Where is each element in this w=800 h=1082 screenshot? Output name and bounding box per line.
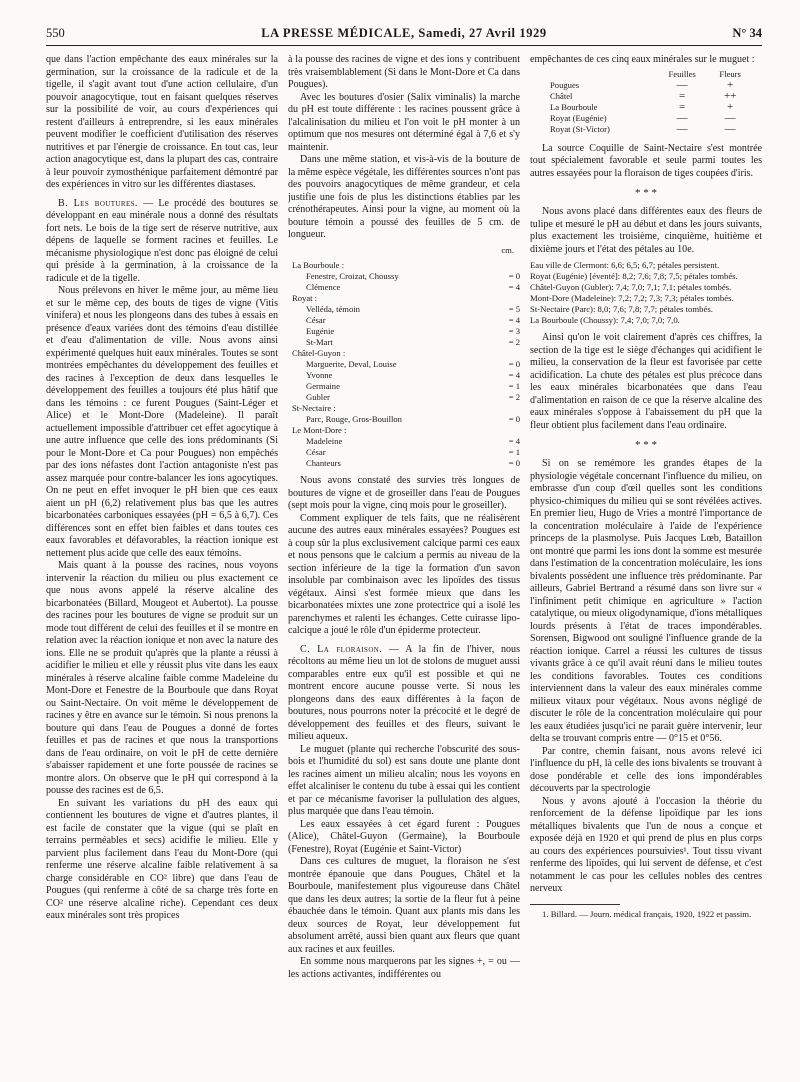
row-label: St-Nectaire :	[292, 403, 336, 413]
paragraph: En suivant les variations du pH des eaux qui contiennent les boutures de vigne et d'autres plantes, il est facile de constater que la vigue (qui se plaît en terrains perméables et secs) acidifie le milieu. Elle y parvient plus facilement dans l'eau du Mont-Dore (qui renferme une réserve alcaline faible relativement à sa charge considérable en CO² libre) que dans l'eau de Pougues (qui renferme à côté de sa charge très forte en CO² une réserve alcaline riche). Cependant ces deux eaux minérales sont très propices	[46, 797, 278, 921]
paragraph: Par contre, chemin faisant, nous avons relevé ici l'influence du pH, là celle des ions bivalents se trouvant à dose pondérable et celle des ions impondérables découverts par la spectrologie	[530, 745, 762, 794]
row-value	[490, 425, 520, 436]
paragraph: Nous avons constaté des survies très longues de boutures de vigne et de groseiller dans l'eau de Pougues (sept mois pour la vigne, cinq mois pour le groseiller).	[288, 475, 520, 511]
table-row	[288, 370, 520, 381]
section-heading: C. La floraison.	[300, 643, 383, 655]
flowering-table	[550, 69, 754, 135]
row-label: Clémence	[306, 282, 341, 292]
row-value: +	[727, 100, 734, 113]
column-2	[288, 54, 520, 1074]
row-label: César	[306, 447, 326, 457]
table-row	[550, 102, 754, 113]
row-label: Pougues	[550, 79, 580, 90]
row-value: ++	[723, 89, 737, 102]
tulip-measurements	[530, 260, 762, 326]
row-label: Yvonne	[306, 370, 333, 380]
paragraph: à la pousse des racines de vigne et des ions y contribuent très vraisemblablement (Si dans le Mont-Dore et Ca dans Pougues).	[288, 54, 520, 90]
paragraph: Mais quant à la pousse des racines, nous voyons intervenir la réaction du milieu ou plus exactement ce que nous avons appelé la réserve alcaline des bicarbonatées (Billard, Mougeot et Aubertot). La pousse des racines pour les boutures de vigne se produit sur un mode tout différent de celui des feuilles et il se montre en relation avec la réaction ionique et non avec la nature des ions. Elle ne se produit qu'après que la plante a réussi à acidifier le milieu et elle y réussit plus vite dans les eaux minérales à réserve alcaline faible comme Madeleine du Mont-Dore et Fenestre de la Bourboule que dans Royat ou Saint-Nectaire. On voit même le développement de racines y être en avance sur le témoin. Si nous prenons la bouture qui dans l'eau de Pougues a donné de fortes feuilles et pas de racines et que nous la transportions dans de l'eau ordinaire, on voit le pH de cette dernière s'abaisser rapidement et une forte poussée de racines se montre alors. On observe que le pH qui correspond à la pousse des racines est de 6,5.	[46, 560, 278, 796]
row-value: =	[679, 89, 686, 102]
list-item: Châtel-Guyon (Gubler): 7,4; 7,0; 7,1; 7,1; pétales tombés.	[530, 282, 732, 292]
list-item: Mont-Dore (Madeleine): 7,2; 7,2; 7,3; 7,3; pétales tombés.	[530, 293, 734, 303]
row-value: = 2	[508, 337, 520, 347]
row-value: = 4	[508, 282, 520, 292]
table-row	[288, 337, 520, 348]
row-label: Le Mont-Dore :	[292, 425, 347, 435]
list-item: Eau ville de Clermont: 6,6; 6,5; 6,7; pétales persistent.	[530, 260, 720, 270]
list-item: St-Nectaire (Parc): 8,0; 7,6; 7,8; 7,7; pétales tombés.	[530, 304, 713, 314]
row-label: Marguerite, Deval, Louise	[306, 359, 397, 369]
row-value: = 0	[508, 414, 520, 424]
journal-page	[46, 26, 762, 1076]
row-value	[490, 403, 520, 414]
row-value: = 4	[508, 370, 520, 380]
table-row	[550, 91, 754, 102]
column-3	[530, 54, 762, 1074]
table-row	[288, 403, 520, 414]
paragraph: empêchantes de ces cinq eaux minérales sur le muguet :	[530, 54, 755, 65]
table-row	[288, 304, 520, 315]
row-label: Fenestre, Croizat, Choussy	[306, 271, 399, 281]
paragraph: Nous y avons ajouté à l'occasion la théorie du renforcement de la défense lipoïdique par les ions métalliques bivalents que l'un de nous a conçue et exposée déjà en 1920 et qui prend de plus en plus corps au cours des expériences poursuivies¹. Tout tissu vivant renferme des lipoïdes, qui lui servent de défense, et c'est notamment le cas pour les cellules nobles des centres nerveux	[530, 795, 762, 894]
paragraph: Le muguet (plante qui recherche l'obscurité des sous-bois et l'humidité du sol) est sans doute une plante dont les racines aiment un milieu alcalin; nous les voyons en effet alcaliniser le contenu du tube à essai qui les contient et par ce mécanisme favoriser la pullulation des algues, plus marquée que dans l'eau témoin.	[288, 743, 520, 817]
row-value: = 1	[508, 447, 520, 457]
footnote-rule	[530, 904, 620, 905]
row-value: = 0	[508, 458, 520, 468]
table-row	[288, 436, 520, 447]
row-value	[490, 260, 520, 271]
paragraph: Comment expliquer de tels faits, que ne réalisèrent aucune des autres eaux minérales essayées? Pougues est à coup sûr la plus exclusivement calcique parmi ces eaux et nous pensons que le calcium a permis au niveau de la section inférieure de la tige la formation d'un savon insoluble par combinaison avec les lipoïdes des tissus végétaux. Ainsi s'est formée mieux que dans les bicarbonatées mixtes une zone protectrice qui a isolé les parenchymes et ralenti les échanges. Cette cuirasse lipo-calcique a joué le rôle d'un épiderme protecteur.	[288, 512, 520, 636]
page-header	[46, 26, 762, 46]
list-item: La Bourboule (Choussy): 7,4; 7,0; 7,0; 7,0.	[530, 315, 680, 325]
table-row	[288, 293, 520, 304]
table-row	[288, 315, 520, 326]
issue-number: N° 34	[732, 26, 762, 40]
row-label: Châtel-Guyon :	[292, 348, 346, 358]
table-row	[550, 113, 754, 124]
row-value: —	[724, 111, 736, 124]
paragraph: Les eaux essayées à cet égard furent : Pougues (Alice), Châtel-Guyon (Germaine), la Bourboule (Fenestre), Royat (Eugénie et Saint-Victor)	[288, 818, 520, 855]
table-row	[288, 381, 520, 392]
row-label: Eugénie	[306, 326, 335, 336]
table-row	[288, 260, 520, 271]
table-row	[288, 326, 520, 337]
row-value: = 5	[508, 304, 520, 314]
table-row	[288, 282, 520, 293]
row-label: Royat :	[292, 293, 318, 303]
column-header: Fleurs	[719, 68, 741, 79]
column-header: Feuilles	[668, 68, 696, 79]
paragraph: Nous prélevons en hiver le même jour, au même lieu et sur le même cep, des bouts de tiges de vigne (Vitis vinifera) et nous les plongeons dans des tubes à essais en présence d'eaux variées dont des témoins d'eau distillée et d'eau d'alimentation de ville. Nous avons ainsi expérimenté quelques huit eaux minérales. Toutes se sont montrées empêchantes du développement des feuilles et des racines à l'exception de deux dans lesquelles le développement des feuilles a toujours été plus hâtif que dans les témoins : ce furent Pougues (Saint-Léger et Alice) et le Mont-Dore (Madeleine). Il paraît actuellement impossible d'attribuer cet effet agocytique à une autre influence que celle des ions prédominants (Si pour le Mont-Dore et Ca pour Pougues) non empêchés par des ions néfastes dont l'action antagoniste n'est pas assez marquée pour contre-balancer les ions agocytiques. On ne peut en effet invoquer le pH bien que ces eaux aient un pH (6,2) relativement plus bas que les autres bicarbonatées carboniques essayées (pH = 6,5 à 6,7). Ces différences sont en effet bien faibles et dans toutes ces eaux favorables et défavorables, la réaction ionique est nettement plus acide que celle des eaux témoins.	[46, 285, 278, 559]
row-value: = 4	[508, 436, 520, 446]
paragraph: Si on se remémore les grandes étapes de la physiologie végétale concernant l'influence du milieu, on embrasse d'un coup d'œil quelles sont les conditions physico-chimiques du milieu qui se sont révélées actives. En premier lieu, Hugo de Vries a montré l'importance de la concentration moléculaire à l'aide de l'expérience princeps de la plasmolyse. Puis Jacques Lœb, Bataillon ont montré que parmi les ions dont la somme est mesurée dans l'estimation de la concentration moléculaire, les ions bivalents possèdent une influence très prédominante. Par ailleurs, Gabriel Bertrand a résumé dans son livre sur « l'infiniment petit chimique en agriculture » l'action catalytique, ou mieux oligodynamique, d'ions métalliques lourds présents à l'état de traces impondérables. Sorensen, Bigwood ont souligné l'influence grande de la réaction ionique. Carrel a réussi les cultures de tissus vivants grâce à ce qu'il avait réuni dans le milieu toutes les conditions favorables. Toutes ces conditions interviennent dans la valeur des eaux minérales comme milieux vitaux pour végétaux. Nous avons négligé de discuter le rôle de la concentration moléculaire qui pour les eaux étudiées jusqu'ici ne parait guère intervenir, leur delta se trouvant compris entre — 0°15 et 0°56.	[530, 458, 762, 744]
paragraph: Nous avons placé dans différentes eaux des fleurs de tulipe et mesuré le pH au début et dans les jours suivants, plus exactement les troisième, cinquième, huitième et dixième jours et l'état des pétales au 10e.	[530, 206, 762, 255]
table-row	[288, 271, 520, 282]
paragraph: Ainsi qu'on le voit clairement d'après ces chiffres, la section de la tige est le siège d'échanges qui acidifient le milieu, la conservation de la fleur est favorisée par cette acidification. La chute des pétales est plus précoce dans les eaux minérales bicarbonatées que dans l'eau d'alimentation en raison de ce que la réserve alcaline des eaux minérales s'oppose à l'abaissement du pH que la fleur obtient plus facilement dans l'eau ordinaire.	[530, 332, 762, 431]
row-label: Germaine	[306, 381, 340, 391]
table-row	[550, 80, 754, 91]
row-label: Royat (St-Victor)	[550, 123, 610, 134]
row-value: —	[724, 122, 736, 135]
list-item: Royat (Eugénie) [éventé]: 8,2; 7,6; 7,8; 7,5; pétales tombés.	[530, 271, 738, 281]
row-label: Velléda, témoin	[306, 304, 360, 314]
table-row	[288, 447, 520, 458]
column-1	[46, 54, 278, 1074]
table-row	[288, 414, 520, 425]
row-value: —	[676, 78, 688, 91]
table-row	[288, 348, 520, 359]
row-label: La Bourboule	[550, 101, 598, 112]
row-value: —	[676, 122, 688, 135]
row-value: = 1	[508, 381, 520, 391]
paragraph: Dans une même station, et vis-à-vis de la bouture de la même espèce végétale, les différentes sources n'ont pas des pouvoirs anagocytiques de même grandeur, et cela justifie une fois de plus les distinctions établies par les crénothérapeutes. Ainsi pour la vigne, au moment où la bouture témoin a poussé des feuilles de 5 cm. de longueur.	[288, 154, 520, 240]
row-label: Parc, Rouge, Gros-Bouillon	[306, 414, 402, 424]
footnote: 1. Billard. — Journ. médical français, 1920, 1922 et passim.	[542, 908, 752, 919]
row-value: = 0	[508, 359, 520, 369]
row-label: César	[306, 315, 326, 325]
row-label: Châtel	[550, 90, 573, 101]
table-row	[288, 359, 520, 370]
row-value	[490, 348, 520, 359]
row-label: Madeleine	[306, 436, 343, 446]
paragraph: Avec les boutures d'osier (Salix viminalis) la marche du pH est toute différente : les racines poussent grâce à l'alcalinisation du milieu et l'on voit le pH monter à un optimum que nos mesures ont déterminé égal à 7,6 et s'y maintenir.	[288, 91, 520, 153]
row-label: Chanteurs	[306, 458, 341, 468]
paragraph: que dans l'action empêchante des eaux minérales sur la germination, sur la croissance de la radicule et de la tigelle, il s'agit avant tout d'une action cellulaire, d'un pouvoir anagocytique, tout en faisant quelques réserves sur la possibilité de voir, au cours d'expériences qui restent d'ailleurs à entreprendre, si les eaux minérales peuvent modifier le coefficient d'utilisation des réserves nutritives et par l'énergie de croissance. En tout cas, leur action anagocytique est, dans la plupart des cas, contraire à leur pouvoir zymosthénique parfaitement démontré par des expériences in vitro sur les différentes diastases.	[46, 54, 278, 190]
row-value	[490, 293, 520, 304]
section-heading: B. Les boutures.	[58, 197, 138, 209]
cuttings-table	[288, 260, 520, 469]
row-label: La Bourboule :	[292, 260, 345, 270]
paragraph: La source Coquille de Saint-Nectaire s'est montrée tout spécialement favorable et seule parmi toutes les autres essayées pour la floraison de tiges coupées d'iris.	[530, 142, 762, 179]
page-number: 550	[46, 26, 65, 40]
row-label: St-Mart	[306, 337, 333, 347]
article-columns	[46, 54, 762, 1074]
row-value: = 2	[508, 392, 520, 402]
row-value: = 0	[508, 271, 520, 281]
journal-title: LA PRESSE MÉDICALE, Samedi, 27 Avril 1929	[261, 26, 547, 40]
paragraph: Dans ces cultures de muguet, la floraison ne s'est montrée épanouie que dans Pougues, Châtel et la Bourboule, manifestement plus vigoureuse dans Châtel que dans les deux autres; la sortie de la fleur fut à peine ébauchée dans le témoin. Quant aux plants mis dans les deux sources de Royat, leur développement fut absolument arrêté, aussi bien quant aux fleurs que quant aux racines et aux feuilles.	[288, 856, 520, 955]
paragraph: B. Les boutures. — Le procédé des boutures se développant en eau minérale nous a donné des résultats fort nets. Le bois de la tige sert de réserve nutritive, aux dépens de laquelle se forment racines et feuilles. Le mécanisme physiologique n'est donc pas éloigné de celui qui préside à la germination, à la croissance de la radicule et de la tigelle.	[46, 197, 278, 284]
row-value: +	[727, 78, 734, 91]
table-row	[288, 392, 520, 403]
paragraph: En somme nous marquerons par les signes +, = ou — les actions activantes, indifférentes ou	[288, 956, 520, 980]
row-label: Royat (Eugénie)	[550, 112, 607, 123]
table-row	[288, 425, 520, 436]
paragraph: C. La floraison. — A la fin de l'hiver, nous récoltons au même lieu un lot de stolons de muguet aussi comparables entre eux qu'il est possible et qui ne montrent encore aucune pousse verte. Si nous les plongeons dans des eaux différentes à la façon de boutures, nous pourrons noter la précocité et le degré de développement des feuilles et des fleurs, suivant le milieu aqueux.	[288, 643, 520, 742]
section-separator: * * *	[635, 187, 657, 199]
row-value: = 3	[508, 326, 520, 336]
table-unit: cm.	[501, 244, 514, 255]
row-value: =	[679, 100, 686, 113]
table-row	[550, 124, 754, 135]
row-label: Gubler	[306, 392, 330, 402]
table-row	[288, 458, 520, 469]
row-value: —	[676, 111, 688, 124]
section-separator: * * *	[635, 439, 657, 451]
row-value: = 4	[508, 315, 520, 325]
